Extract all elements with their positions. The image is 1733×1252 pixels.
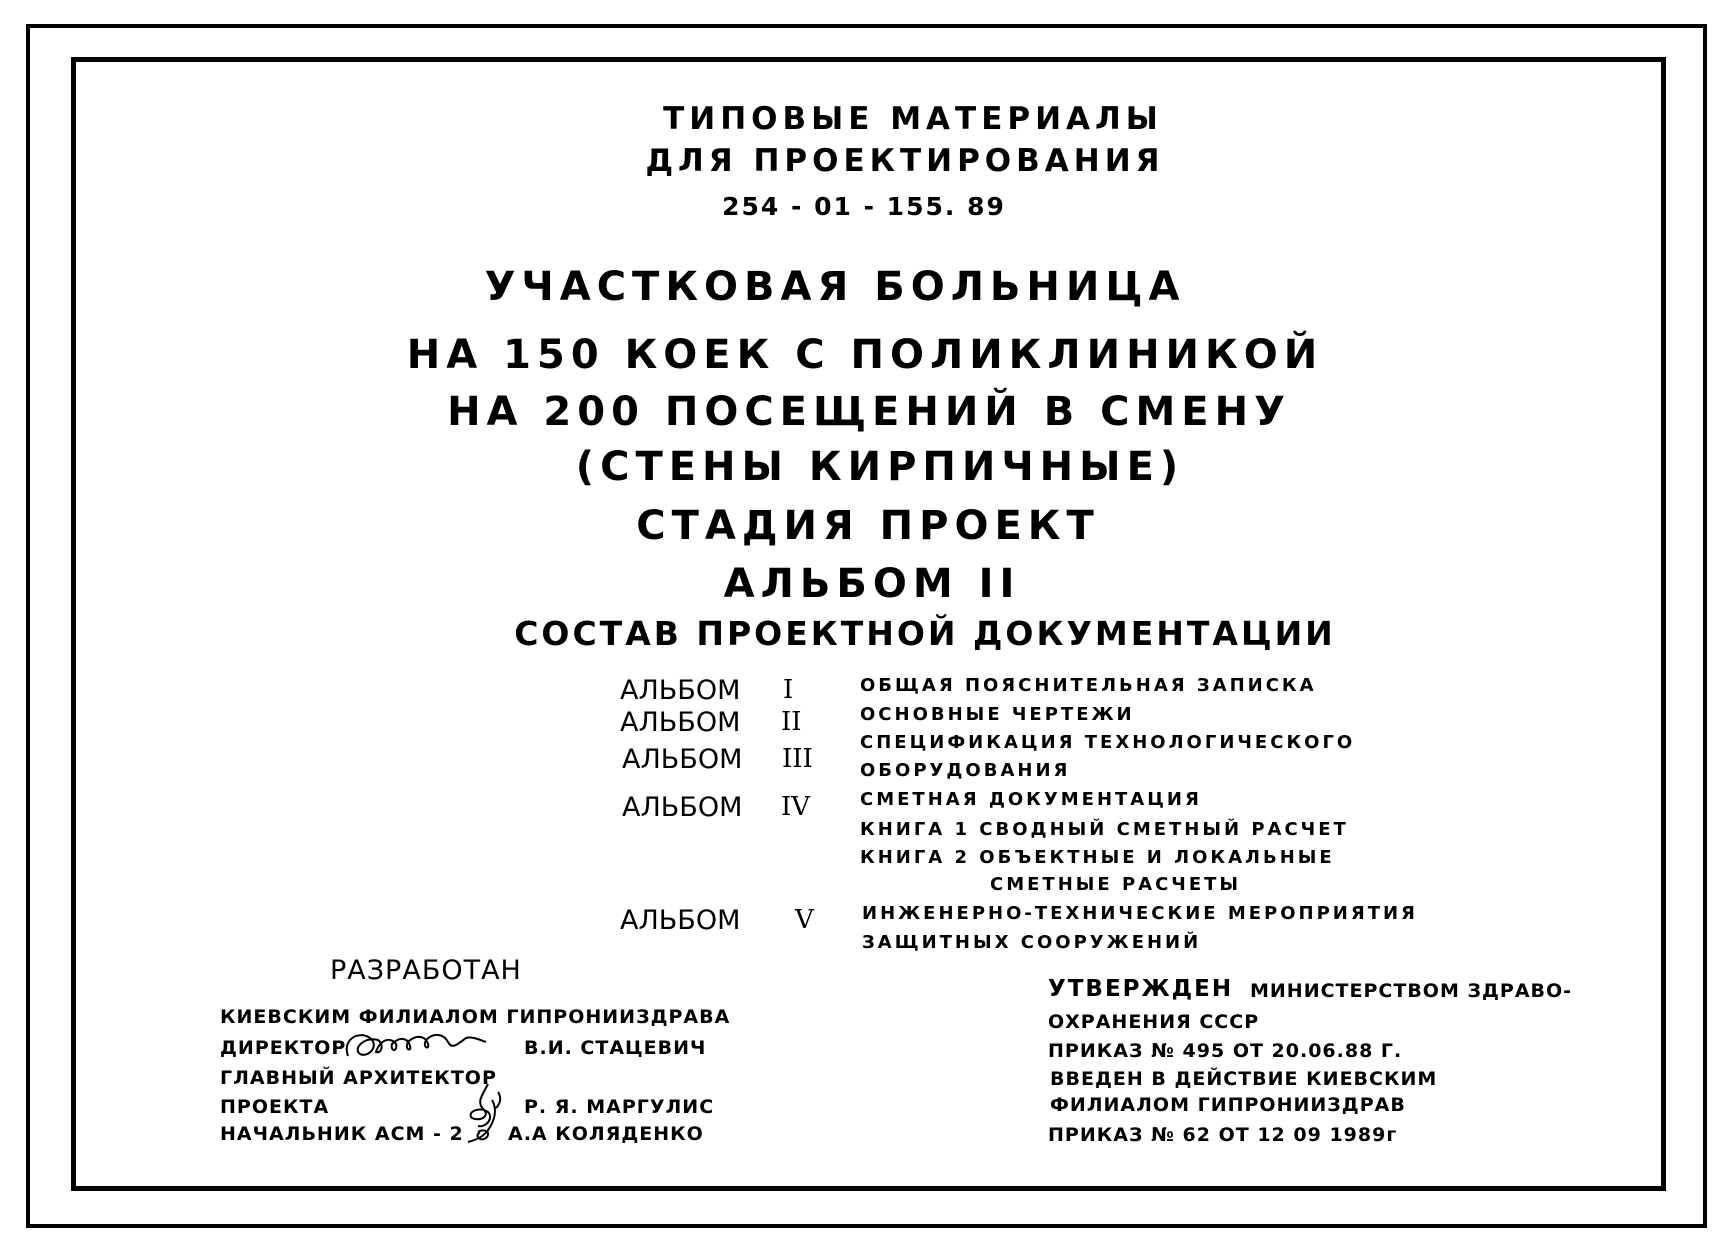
approved-line-3: ПРИКАЗ № 495 ОТ 20.06.88 Г. (1048, 1040, 1403, 1062)
head-name: А.А КОЛЯДЕНКО (508, 1123, 704, 1145)
header-line-2: ДЛЯ ПРОЕКТИРОВАНИЯ (645, 143, 1165, 179)
approved-line-2: ОХРАНЕНИЯ СССР (1048, 1011, 1260, 1033)
album-4-desc-4: СМЕТНЫЕ РАСЧЕТЫ (990, 874, 1242, 895)
director-signature (340, 1026, 490, 1066)
album-title: АЛЬБОМ II (723, 561, 1021, 607)
document-code: 254 - 01 - 155. 89 (722, 192, 1006, 221)
album-3-desc-2: ОБОРУДОВАНИЯ (860, 760, 1071, 781)
album-4-desc-2: КНИГА 1 СВОДНЫЙ СМЕТНЫЙ РАСЧЕТ (860, 819, 1349, 840)
approved-line-5: ФИЛИАЛОМ ГИПРОНИИЗДРАВ (1050, 1094, 1406, 1116)
album-3-numeral: III (782, 744, 813, 774)
album-5-label: АЛЬБОМ (620, 905, 741, 936)
developed-heading: РАЗРАБОТАН (330, 955, 522, 986)
title-line-1: УЧАСТКОВАЯ БОЛЬНИЦА (484, 264, 1186, 310)
title-line-4: (СТЕНЫ КИРПИЧНЫЕ) (575, 444, 1185, 490)
album-4-desc-3: КНИГА 2 ОБЪЕКТНЫЕ И ЛОКАЛЬНЫЕ (860, 847, 1335, 868)
album-4-numeral: IV (781, 792, 811, 822)
developer-org: КИЕВСКИМ ФИЛИАЛОМ ГИПРОНИИЗДРАВА (220, 1006, 731, 1028)
header-line-1: ТИПОВЫЕ МАТЕРИАЛЫ (663, 101, 1163, 137)
album-3-label: АЛЬБОМ (622, 744, 743, 775)
album-2-label: АЛЬБОМ (620, 707, 741, 738)
chief-architect-title-1: ГЛАВНЫЙ АРХИТЕКТОР (220, 1067, 497, 1089)
album-4-desc-1: СМЕТНАЯ ДОКУМЕНТАЦИЯ (860, 789, 1202, 810)
album-1-numeral: I (783, 675, 794, 705)
approved-line-1: МИНИСТЕРСТВОМ ЗДРАВО- (1250, 980, 1573, 1002)
architect-signature (458, 1082, 518, 1146)
album-1-desc-1: ОБЩАЯ ПОЯСНИТЕЛЬНАЯ ЗАПИСКА (860, 675, 1317, 696)
director-title: ДИРЕКТОР (220, 1037, 347, 1059)
album-2-desc-1: ОСНОВНЫЕ ЧЕРТЕЖИ (860, 704, 1135, 725)
stage-title: СТАДИЯ ПРОЕКТ (636, 503, 1100, 549)
head-title: НАЧАЛЬНИК АСМ - 2 (220, 1123, 464, 1145)
album-5-numeral: V (795, 905, 814, 935)
approved-line-6: ПРИКАЗ № 62 ОТ 12 09 1989г (1048, 1124, 1398, 1146)
composition-heading: СОСТАВ ПРОЕКТНОЙ ДОКУМЕНТАЦИИ (514, 614, 1336, 653)
chief-architect-title-2: ПРОЕКТА (220, 1096, 330, 1118)
director-name: В.И. СТАЦЕВИЧ (524, 1037, 707, 1059)
chief-architect-name: Р. Я. МАРГУЛИС (524, 1096, 715, 1118)
album-2-numeral: II (781, 707, 802, 737)
album-1-label: АЛЬБОМ (620, 675, 741, 706)
approved-heading: УТВЕРЖДЕН (1048, 976, 1234, 1002)
album-5-desc-2: ЗАЩИТНЫХ СООРУЖЕНИЙ (862, 932, 1202, 953)
title-line-3: НА 200 ПОСЕЩЕНИЙ В СМЕНУ (447, 389, 1291, 435)
album-5-desc-1: ИНЖЕНЕРНО-ТЕХНИЧЕСКИЕ МЕРОПРИЯТИЯ (862, 903, 1418, 924)
album-3-desc-1: СПЕЦИФИКАЦИЯ ТЕХНОЛОГИЧЕСКОГО (860, 732, 1356, 753)
title-line-2: НА 150 КОЕК С ПОЛИКЛИНИКОЙ (406, 332, 1324, 378)
approved-line-4: ВВЕДЕН В ДЕЙСТВИЕ КИЕВСКИМ (1050, 1068, 1438, 1090)
album-4-label: АЛЬБОМ (622, 792, 743, 823)
